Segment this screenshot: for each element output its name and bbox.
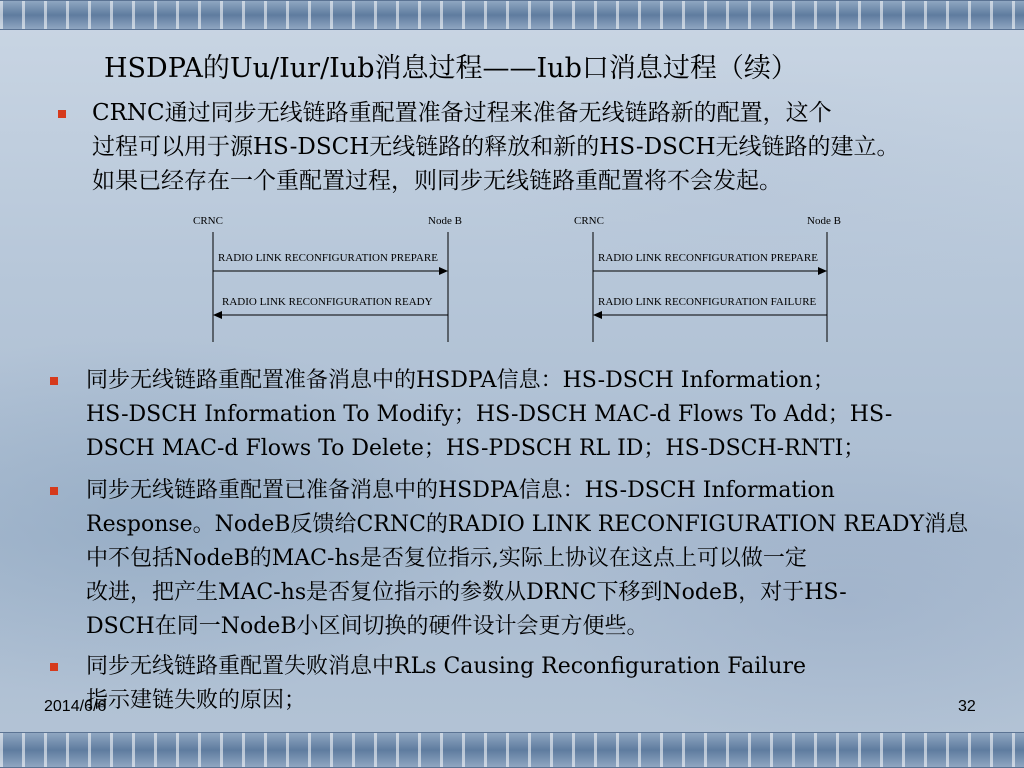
paragraph-line: DSCH MAC-d Flows To Delete；HS-PDSCH RL ID；HS-DSCH-RNTI； [86, 436, 866, 461]
paragraph-line: Response。NodeB反馈给CRNC的RADIO LINK RECONFIGURATION READY消息 [86, 512, 969, 537]
paragraph-line: 指示建链失败的原因； [86, 688, 307, 713]
left-crnc-label: CRNC [193, 215, 223, 227]
paragraph-line: HS-DSCH Information To Modify；HS-DSCH MAC-d Flows To Add；HS- [86, 402, 893, 427]
footer-page-number: 32 [958, 698, 976, 715]
paragraph-line: DSCH在同一NodeB小区间切换的硬件设计会更方便些。 [86, 614, 649, 639]
paragraph-line: 中不包括NodeB的MAC-hs是否复位指示,实际上协议在这点上可以做一定 [86, 546, 807, 571]
left-msg-prepare-label: RADIO LINK RECONFIGURATION PREPARE [218, 252, 438, 264]
paragraph-line: 过程可以用于源HS-DSCH无线链路的释放和新的HS-DSCH无线链路的建立。 [92, 134, 900, 160]
paragraph-failure-message-info [86, 650, 991, 718]
right-nodeb-label: Node B [807, 215, 841, 227]
slide-title: HSDPA的Uu/Iur/Iub消息过程——Iub口消息过程（续） [104, 53, 798, 84]
right-msg-prepare-label: RADIO LINK RECONFIGURATION PREPARE [598, 252, 818, 264]
paragraph-ready-message-info [86, 474, 991, 644]
left-msg-ready-label: RADIO LINK RECONFIGURATION READY [222, 296, 433, 308]
left-nodeb-label: Node B [428, 215, 462, 227]
paragraph-line: 改进，把产生MAC-hs是否复位指示的参数从DRNC下移到NodeB，对于HS- [86, 580, 847, 605]
paragraph-line: CRNC通过同步无线链路重配置准备过程来准备无线链路新的配置，这个 [92, 100, 832, 126]
right-crnc-label: CRNC [574, 215, 604, 227]
paragraph-line: 如果已经存在一个重配置过程，则同步无线链路重配置将不会发起。 [92, 168, 782, 194]
bullet-marker [50, 377, 58, 385]
footer-date: 2014/6/6 [44, 698, 107, 715]
paragraph-line: 同步无线链路重配置准备消息中的HSDPA信息：HS-DSCH Information； [86, 368, 835, 393]
bullet-marker [50, 663, 58, 671]
paragraph-line: 同步无线链路重配置已准备消息中的HSDPA信息：HS-DSCH Information [86, 478, 835, 503]
paragraph-line: 同步无线链路重配置失败消息中RLs Causing Reconfiguration Failure [86, 654, 806, 679]
bullet-marker [50, 487, 58, 495]
paragraph-prepare-message-info [86, 364, 986, 466]
right-msg-failure-label: RADIO LINK RECONFIGURATION FAILURE [598, 296, 817, 308]
